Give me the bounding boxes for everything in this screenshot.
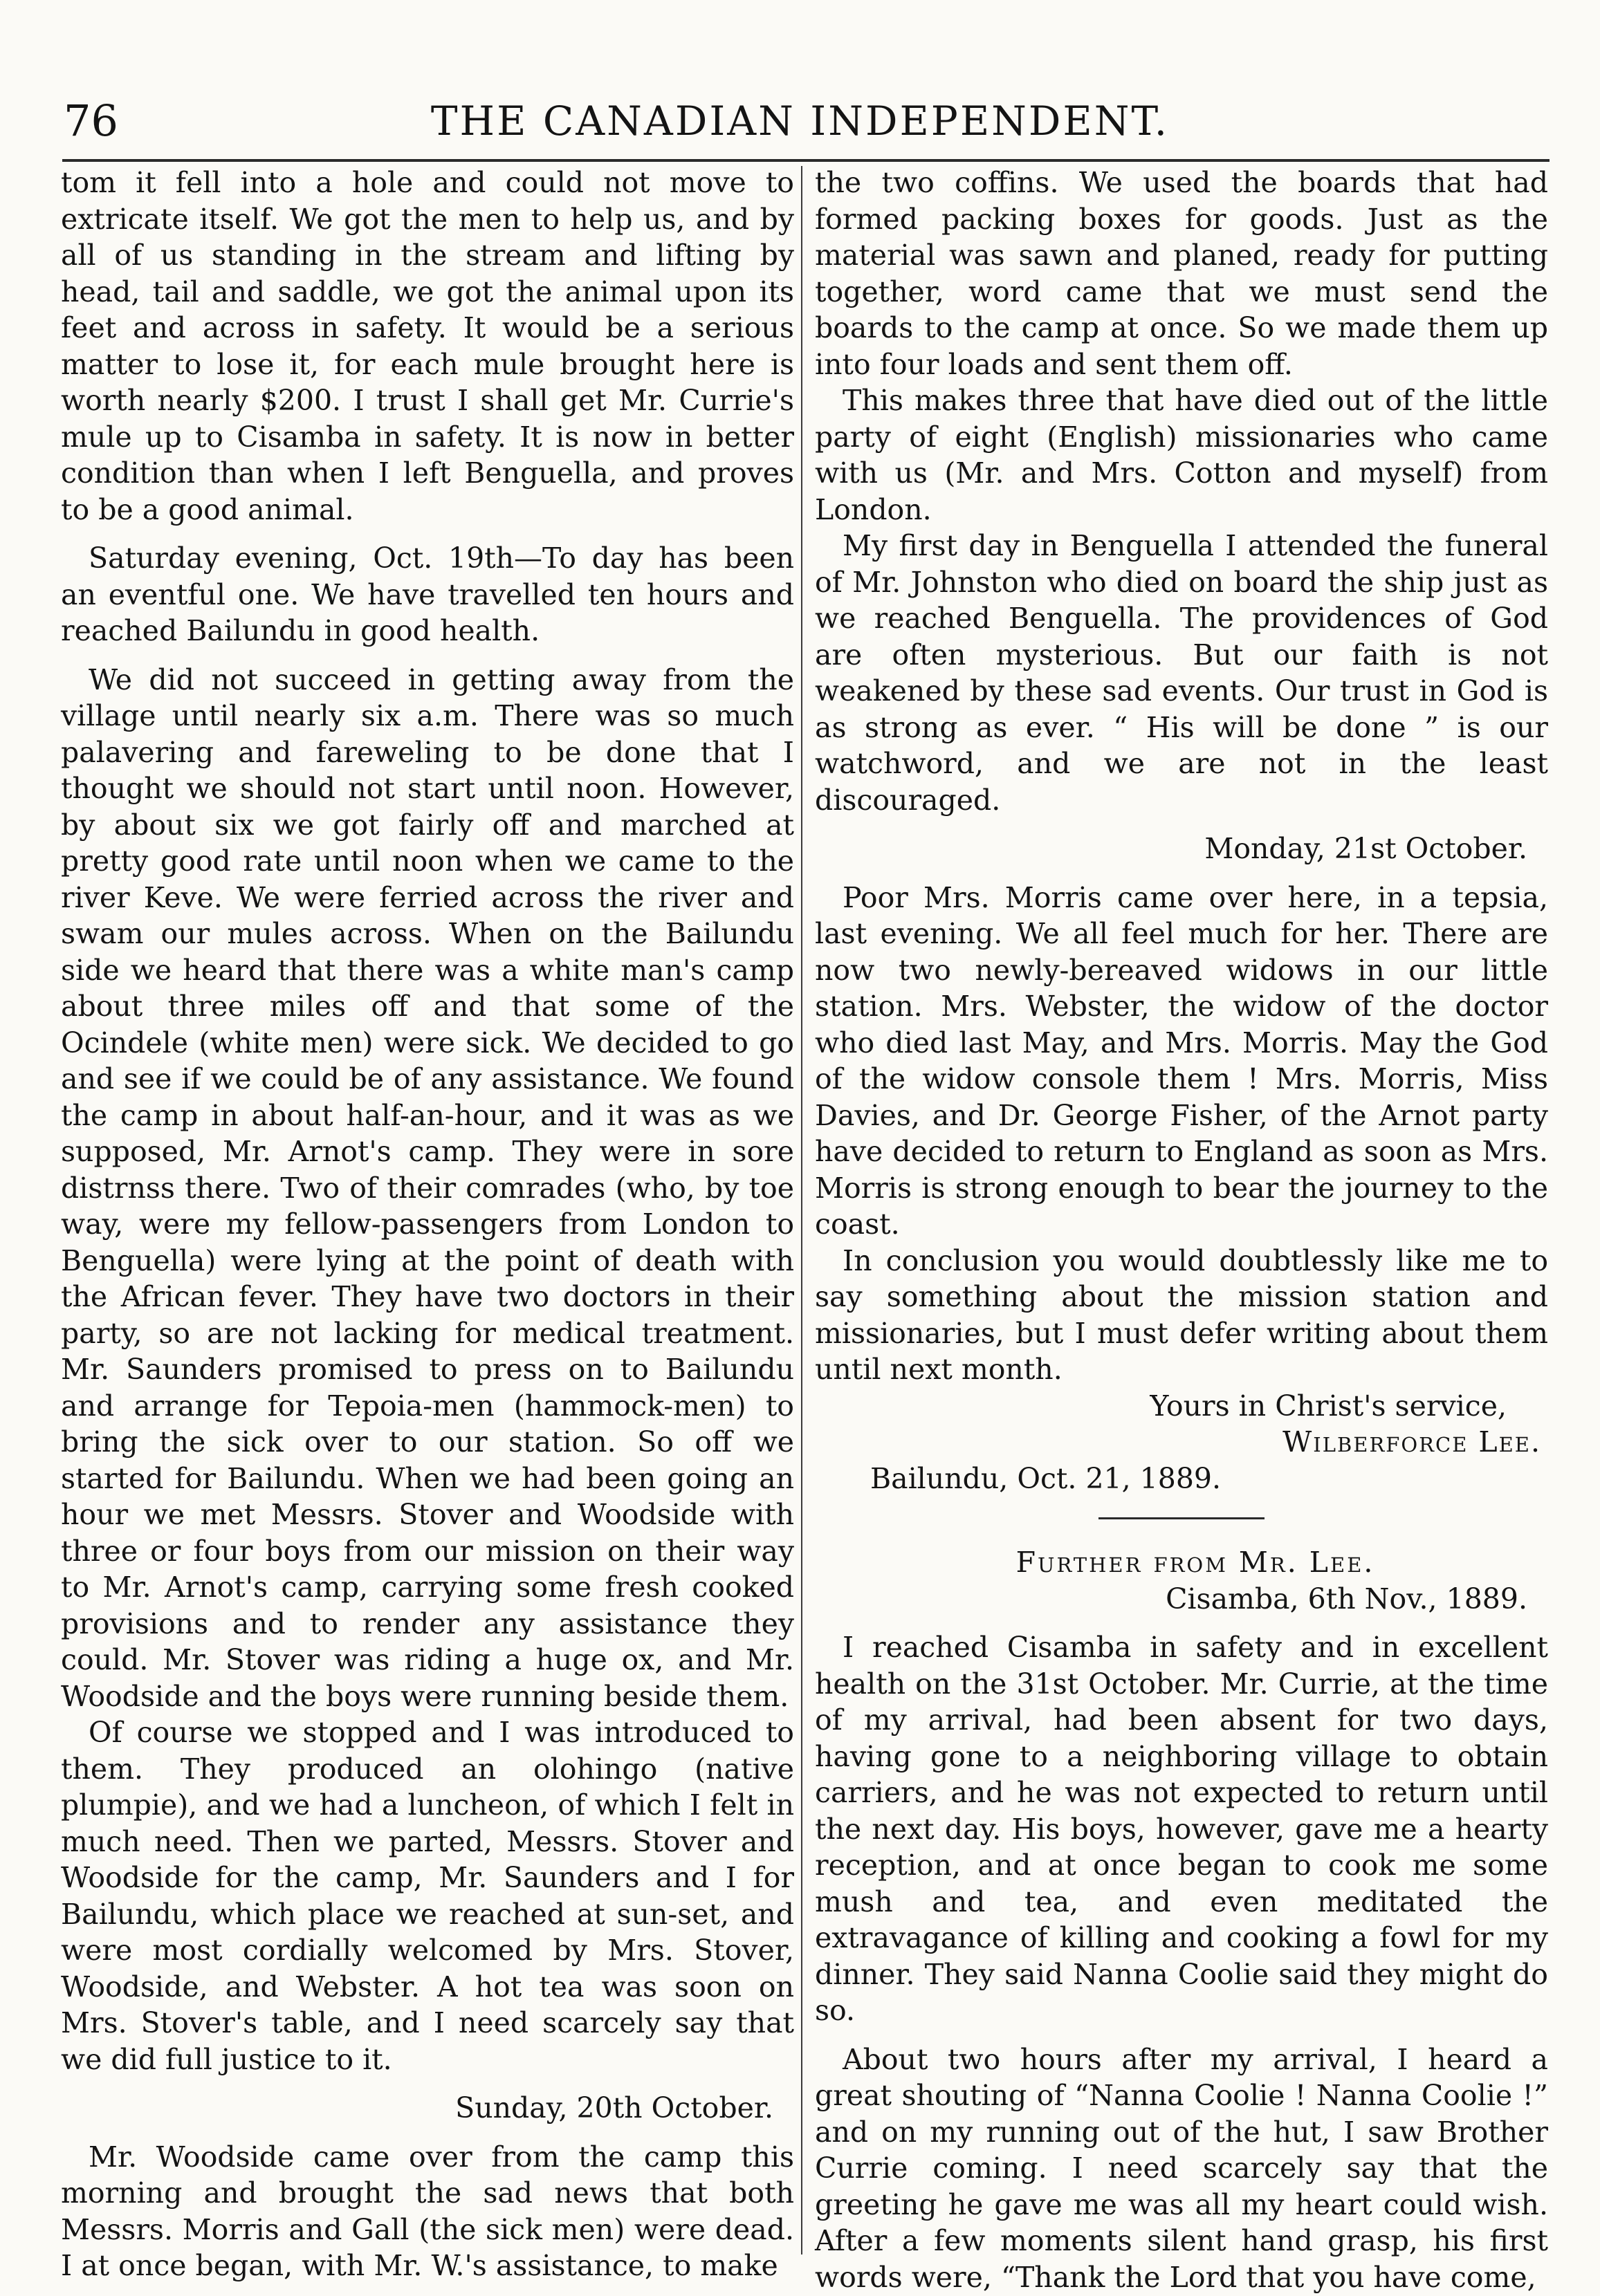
paragraph: My first day in Benguella I attended the funeral of Mr. Johnston who died on board the ship just as we reached Benguella. The providences of God are often mysterious. But our faith is not weakened by these sad events. Our trust in God is as strong as ever. “ His will be done ” is our watchword, and we are not in the least discouraged. xyxy=(815,529,1548,817)
header-rule xyxy=(62,159,1550,162)
paragraph: About two hours after my arrival, I heard a great shouting of “Nanna Coolie ! Nanna Coolie !” and on my running out of the hut, I saw Brother Currie coming. I need scarcely say that the greeting he gave me was all my heart could wish. After a few moments silent hand grasp, his first words were, “Thank the Lord that you have come, xyxy=(815,2042,1548,2294)
paragraph: Poor Mrs. Morris came over here, in a tepsia, last evening. We all feel much for her. There are now two newly-bereaved widows in our little station. Mrs. Webster, the widow of the doctor who died last May, and Mrs. Morris. May the God of the widow console them ! Mrs. Morris, Miss Davies, and Dr. George Fisher, of the Arnot party have decided to return to England as soon as Mrs. Morris is strong enough to bear the journey to the coast. xyxy=(815,880,1548,1241)
section-heading: Further from Mr. Lee. xyxy=(1015,1546,1375,1579)
dateline: Cisamba, 6th Nov., 1889. xyxy=(1166,1582,1527,1615)
journal-title: THE CANADIAN INDEPENDENT. xyxy=(430,98,1170,145)
paragraph: the two coffins. We used the boards that had formed packing boxes for goods. Just as the material was sawn and planed, ready for putting together, word came that we must send the boards to the camp at once. So we made them up into four loads and sent them off. xyxy=(815,166,1548,381)
section-rule xyxy=(1098,1517,1265,1519)
page-number: 76 xyxy=(64,95,118,146)
dateline: Sunday, 20th October. xyxy=(455,2091,773,2124)
paragraph: I reached Cisamba in safety and in excellent health on the 31st October. Mr. Currie, at the time of my arrival, had been absent for two days, having gone to a neighboring village to obtain carriers, and he was not expected to return until the next day. His boys, however, gave me a hearty reception, and at once began to cook me some mush and tea, and even meditated the extravagance of killing and cooking a fowl for my dinner. They said Nanna Coolie said they might do so. xyxy=(815,1631,1548,2027)
paragraph: This makes three that have died out of the little party of eight (English) missionaries who came with us (Mr. and Mrs. Cotton and myself) from London. xyxy=(815,384,1548,526)
signature-place-date: Bailundu, Oct. 21, 1889. xyxy=(870,1461,1222,1495)
paragraph: Mr. Woodside came over from the camp this morning and brought the sad news that both Messrs. Morris and Gall (the sick men) were dead. I at once began, with Mr. W.'s assistance, to make xyxy=(61,2140,794,2282)
right-column xyxy=(815,165,1548,2294)
left-column xyxy=(61,165,794,2282)
closing-line: Yours in Christ's service, xyxy=(1150,1389,1507,1423)
page-header xyxy=(0,90,1600,152)
column-divider xyxy=(801,166,802,2255)
signature: Wilberforce Lee. xyxy=(1282,1425,1541,1459)
paragraph: tom it fell into a hole and could not move to extricate itself. We got the men to help us, and by all of us standing in the stream and lifting by head, tail and saddle, we got the animal upon its feet and across in safety. It would be a serious matter to lose it, for each mule brought here is worth nearly $200. I trust I shall get Mr. Currie's mule up to Cisamba in safety. It is now in better condition than when I left Benguella, and proves to be a good animal. xyxy=(61,166,794,526)
paragraph: In conclusion you would doubtlessly like me to say something about the mission station and missionaries, but I must defer writing about them until next month. xyxy=(815,1243,1548,1386)
dateline: Monday, 21st October. xyxy=(1204,832,1527,865)
paragraph: Of course we stopped and I was introduced to them. They produced an olohingo (native plumpie), and we had a luncheon, of which I felt in much need. Then we parted, Messrs. Stover and Woodside for the camp, Mr. Saunders and I for Bailundu, which place we reached at sun-set, and were most cordially welcomed by Mrs. Stover, Woodside, and Webster. A hot tea was soon on Mrs. Stover's table, and I need scarcely say that we did full justice to it. xyxy=(61,1716,794,2076)
paragraph: We did not succeed in getting away from the village until nearly six a.m. There was so much palavering and fareweling to be done that I thought we should not start until noon. However, by about six we got fairly off and marched at pretty good rate until noon when we came to the river Keve. We were ferried across the river and swam our mules across. When on the Bailundu side we heard that there was a white man's camp about three miles off and that some of the Ocindele (white men) were sick. We decided to go and see if we could be of any assistance. We found the camp in about half-an-hour, and it was as we supposed, Mr. Arnot's camp. They were in sore distrnss there. Two of their comrades (who, by toe way, were my fellow-passengers from London to Benguella) were lying at the point of death with the African fever. They have two doctors in their party, so are not lacking for medical treatment. Mr. Saunders promised to press on to Bailundu and arrange for Tepoia-men (hammock-men) to bring the sick over to our station. So off we started for Bailundu. When we had been going an hour we met Messrs. Stover and Woodside with three or four boys from our mission on their way to Mr. Arnot's camp, carrying some fresh cooked provisions and to render any assistance they could. Mr. Stover was riding a huge ox, and Mr. Woodside and the boys were running beside them. xyxy=(61,663,794,1713)
paragraph: Saturday evening, Oct. 19th—To day has been an eventful one. We have travelled ten hours and reached Bailundu in good health. xyxy=(61,541,794,647)
